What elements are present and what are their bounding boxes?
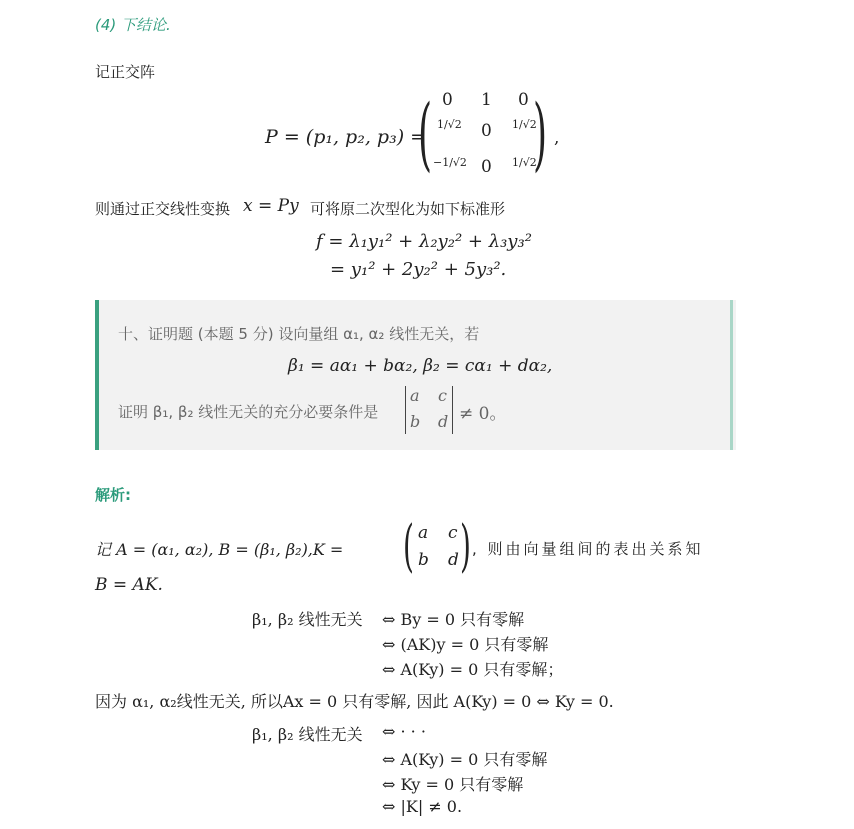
chain2-rhs: ⇔ A(Ky) = 0 只有零解 — [382, 750, 548, 769]
matrix-p-right-paren: ) — [533, 87, 548, 180]
chain1-rhs: ⇔ A(Ky) = 0 只有零解； — [382, 660, 564, 679]
matrix-p-cell: 1 — [481, 90, 492, 110]
problem-conclusion-text: 证明 β₁, β₂ 线性无关的充分必要条件是 — [118, 403, 379, 421]
transform-text-a: 则通过正交线性变换 — [95, 200, 231, 218]
det-cell: c — [438, 386, 447, 405]
standard-form-line1: f = λ₁y₁² + λ₂y₂² + λ₃y₃² — [316, 231, 532, 252]
matrix-p-cell: 0 — [481, 121, 492, 141]
det-cell: b — [410, 412, 421, 431]
problem-equation: β₁ = aα₁ + bα₂, β₂ = cα₁ + dα₂, — [288, 356, 553, 376]
matrix-p-trail: , — [554, 128, 560, 148]
det-cell: a — [410, 386, 420, 405]
matrix-k-cell: d — [448, 550, 459, 570]
chain2-rhs: ⇔ Ky = 0 只有零解 — [382, 775, 524, 794]
matrix-p-cell: 0 — [518, 90, 529, 110]
chain2-rhs: ⇔ |K| ≠ 0. — [382, 797, 463, 816]
analysis-line1-b: , 则由向量组间的表出关系知 — [472, 540, 704, 558]
chain1-rhs: ⇔ By = 0 只有零解 — [382, 610, 525, 629]
chain1-rhs: ⇔ (AK)y = 0 只有零解 — [382, 635, 549, 654]
matrix-p-cell: 0 — [442, 90, 453, 110]
transform-formula: x = Py — [243, 196, 299, 216]
because-line: 因为 α₁, α₂线性无关, 所以Ax = 0 只有零解, 因此 A(Ky) = 0 ⇔ Ky = 0. — [95, 692, 614, 711]
analysis-line1-a: 记 A = (α₁, α₂), B = (β₁, β₂),K = — [95, 540, 344, 559]
matrix-k-left-paren: ( — [403, 514, 414, 579]
matrix-k-cell: b — [418, 550, 429, 570]
intro-text: 记正交阵 — [95, 63, 156, 81]
matrix-p-cell: 1/√2 — [512, 118, 537, 131]
chain2-rhs: ⇔ · · · — [382, 722, 426, 741]
transform-text-b: 可将原二次型化为如下标准形 — [310, 200, 506, 218]
matrix-p-cell: −1/√2 — [433, 156, 467, 169]
det-cell: d — [438, 412, 449, 431]
det-right-bar — [452, 386, 453, 434]
matrix-p-lhs: P = (p₁, p₂, p₃) = — [265, 126, 427, 148]
analysis-line2: B = AK. — [95, 575, 163, 595]
step-heading: (4) 下结论. — [95, 16, 171, 34]
matrix-p-cell: 1/√2 — [437, 118, 462, 131]
matrix-k-right-paren: ) — [460, 514, 471, 579]
problem-header: 十、证明题 (本题 5 分) 设向量组 α₁, α₂ 线性无关，若 — [118, 325, 480, 343]
quote-right-border — [730, 300, 733, 450]
det-left-bar — [405, 386, 406, 434]
matrix-k-cell: c — [448, 523, 458, 543]
matrix-k-cell: a — [418, 523, 429, 543]
chain2-lhs: β₁, β₂ 线性无关 — [252, 725, 363, 744]
chain1-lhs: β₁, β₂ 线性无关 — [252, 610, 363, 629]
standard-form-line2: = y₁² + 2y₂² + 5y₃². — [330, 259, 507, 280]
problem-conclusion-tail: ≠ 0。 — [459, 404, 507, 424]
matrix-p-cell: 0 — [481, 157, 492, 177]
matrix-p-cell: 1/√2 — [512, 156, 537, 169]
analysis-title: 解析: — [95, 486, 131, 504]
matrix-p-left-paren: ( — [418, 87, 433, 180]
